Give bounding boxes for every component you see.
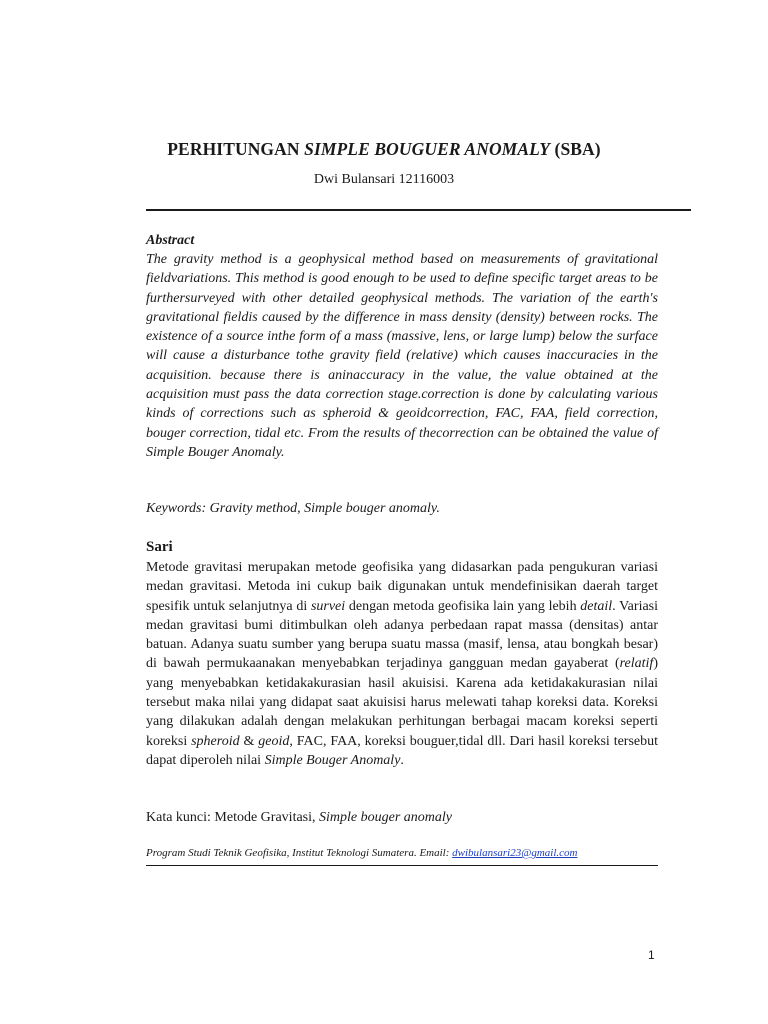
- sari-text: . Variasi medan gravitasi bumi ditimbulkan oleh adanya perbedaan rapat massa (densitas) antar batuan. Adanya suatu sumber yang berupa suatu massa (masif, lensa, atau bongkah besar) di bawah permukaanakan menyebabkan terjadinya gangguan medan gayaberat (: [146, 598, 659, 672]
- page-number: 1: [648, 948, 655, 962]
- email-link[interactable]: dwibulansari23@gmail.com: [452, 847, 578, 859]
- author-line: Dwi Bulansari 12116003: [313, 172, 455, 187]
- sari-italic-term: spheroid: [191, 733, 240, 749]
- abstract-body: The gravity method is a geophysical method based on measurements of gravitational fieldvariations. This method is good enough to be used to define specific target areas to be furthersurveyed with other detailed geophysical methods. The variation of the earth's gravitational fieldis caused by the difference in mass density (density) between rocks. The existence of a source inthe form of a mass (massive, lens, or large lump) below the surface will cause a disturbance tothe gravity field (relative) which causes inaccuracies in the acquisition. because there is aninaccuracy in the value, the value obtained at the acquisition must pass the data correction stage.correction is done by calculating various kinds of corrections such as spheroid & geoidcorrection, FAC, FAA, field correction, bouger correction, tidal etc. From the results of thecorrection can be obtained the value of Simple Bouger Anomaly.: [146, 252, 658, 460]
- sari-italic-term: geoid: [258, 733, 290, 749]
- sari-body: [146, 558, 658, 770]
- sari-text: &: [239, 733, 259, 749]
- sari-text: dengan metoda geofisika lain yang lebih: [345, 598, 581, 614]
- sari-text: Metode gravitasi merupakan metode geofisika yang didasarkan pada pengukuran variasi medan gravitasi. Metoda ini cukup baik digunakan untuk mendefinisikan daerah target spesifik untuk selanjutnya di: [146, 560, 658, 614]
- kata-kunci-label: Kata kunci: Metode Gravitasi,: [146, 810, 320, 825]
- affiliation-note: [146, 847, 577, 859]
- abstract-heading: Abstract: [146, 233, 195, 248]
- sari-keywords: [146, 808, 658, 827]
- affiliation-underline: [146, 865, 658, 866]
- title-part-3: (SBA): [550, 139, 601, 159]
- title-part-2: SIMPLE BOUGUER ANOMALY: [304, 139, 551, 159]
- sari-text: .: [400, 752, 404, 768]
- sari-text: ) yang menyebabkan ketidakakurasian hasil akuisisi. Karena ada ketidakakurasian nilai tersebut maka nilai yang didapat saat akuisisi harus melewati tahap koreksi data. Koreksi yang dilakukan adalah dengan melakukan perhitungan berbagai macam koreksi seperti koreksi: [146, 656, 658, 749]
- sari-italic-term: Simple Bouger Anomaly: [264, 752, 401, 768]
- sari-text: , FAC, FAA, koreksi bouguer,tidal dll. Dari hasil koreksi tersebut dapat diperoleh nilai: [146, 733, 659, 768]
- sari-italic-term: survei: [310, 598, 346, 614]
- sari-heading: Sari: [146, 539, 173, 555]
- sari-italic-term: detail: [580, 598, 613, 614]
- sari-italic-term: relatif: [619, 656, 654, 672]
- affiliation-text: Program Studi Teknik Geofisika, Institut Teknologi Sumatera. Email:: [146, 847, 453, 859]
- paper-title: [0, 139, 768, 160]
- kata-kunci-italic: Simple bouger anomaly: [319, 810, 452, 825]
- title-divider: [146, 209, 691, 211]
- title-part-1: PERHITUNGAN: [167, 139, 305, 159]
- abstract-keywords: Keywords: Gravity method, Simple bouger anomaly.: [146, 501, 440, 516]
